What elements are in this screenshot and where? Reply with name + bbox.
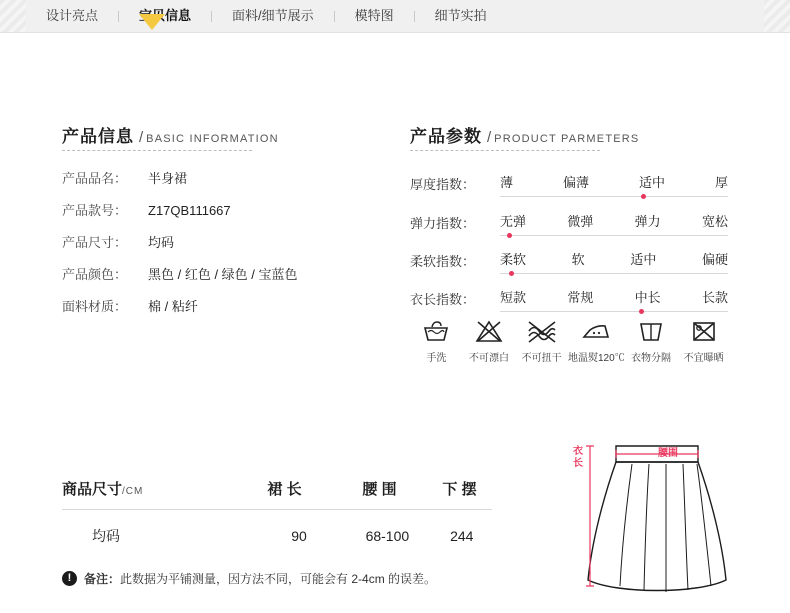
- size-cell-name: 均码: [92, 528, 120, 544]
- param-option[interactable]: 宽松: [701, 214, 728, 229]
- garment-diagram: [566, 418, 766, 608]
- hand-wash-icon: [410, 316, 463, 346]
- param-option[interactable]: 微弹: [567, 214, 594, 229]
- care-caption: 不宜曝晒: [683, 353, 724, 364]
- param-label-length: [410, 289, 496, 308]
- param-option[interactable]: 弹力: [634, 214, 661, 229]
- care-instructions: [410, 316, 730, 364]
- param-elasticity-options: [500, 211, 728, 230]
- info-value-size: 均码: [148, 235, 175, 250]
- params-title-cn: 产品参数: [410, 127, 482, 146]
- param-option[interactable]: 柔软: [500, 252, 527, 267]
- info-row-name: [62, 168, 187, 187]
- no-sun-dry-icon: [677, 316, 730, 346]
- info-row-style-no: [62, 200, 231, 219]
- info-label-name: 产品品名：: [62, 171, 128, 186]
- info-value-color: 黑色 / 红色 / 绿色 / 宝蓝色: [148, 267, 298, 282]
- nav-left-decoration: [0, 0, 26, 32]
- size-table-unit: CM: [125, 486, 144, 497]
- no-wring-icon: [515, 316, 568, 346]
- params-title-en: PRODUCT PARMETERS: [494, 133, 640, 145]
- param-option[interactable]: 中长: [634, 290, 661, 305]
- size-table-title: [62, 478, 237, 499]
- table-row: [62, 510, 492, 546]
- param-scale-length: [500, 287, 728, 312]
- top-nav: [0, 0, 790, 33]
- info-label-color: 产品颜色：: [62, 267, 128, 282]
- param-thickness-options: [500, 172, 728, 191]
- info-row-material: [62, 296, 198, 315]
- info-value-name: 半身裙: [148, 171, 188, 186]
- care-item-no-wring: [515, 316, 568, 364]
- param-label-softness: [410, 251, 496, 270]
- iron-low-icon: [568, 316, 625, 346]
- nav-items: [28, 0, 505, 32]
- size-table: [62, 478, 492, 546]
- care-item-iron-low: [568, 316, 625, 364]
- nav-divider: [118, 11, 119, 22]
- param-label-thickness: [410, 174, 496, 193]
- size-col-hem: 下 摆: [442, 481, 477, 498]
- nav-right-decoration: [764, 0, 790, 32]
- param-option[interactable]: 偏薄: [562, 175, 589, 190]
- param-softness-indicator: [509, 271, 514, 276]
- nav-item-product-info[interactable]: 宝贝信息: [139, 8, 192, 23]
- param-scale-thickness: [500, 172, 728, 197]
- size-col-waist: 腰 围: [362, 481, 397, 498]
- nav-divider: [414, 11, 415, 22]
- param-option[interactable]: 无弹: [500, 214, 527, 229]
- size-cell-skirt-length: 90: [291, 528, 307, 544]
- no-bleach-icon: [463, 316, 516, 346]
- exclamation-icon: !: [62, 571, 77, 586]
- size-table-header: [62, 478, 492, 510]
- nav-item-detail-shots[interactable]: 细节实拍: [434, 8, 487, 23]
- param-elasticity-indicator: [507, 233, 512, 238]
- size-col-skirt-length: 裙 长: [267, 481, 302, 498]
- size-cell-waist: 68-100: [365, 528, 410, 544]
- param-option[interactable]: 偏硬: [701, 252, 728, 267]
- param-option[interactable]: 短款: [500, 290, 527, 305]
- care-item-no-sun-dry: [677, 316, 730, 364]
- param-softness-bar: [500, 273, 728, 274]
- param-thickness-text: 厚度指数：: [410, 177, 476, 192]
- param-option[interactable]: 常规: [567, 290, 594, 305]
- param-scale-elasticity: [500, 211, 728, 236]
- param-option[interactable]: 长款: [701, 290, 728, 305]
- size-note-label: 备注：: [84, 572, 121, 586]
- param-elasticity-bar: [500, 235, 728, 236]
- params-slash: /: [487, 129, 492, 146]
- size-note-text: 此数据为平铺测量，因方法不同，可能会有 2-4cm 的误差。: [120, 572, 437, 586]
- basic-info-title-cn: 产品信息: [62, 127, 134, 146]
- params-heading: [410, 122, 639, 147]
- care-caption: 不可扭干: [521, 353, 562, 364]
- param-length-options: [500, 287, 728, 306]
- param-option[interactable]: 软: [571, 252, 585, 267]
- basic-info-title-en: BASIC INFORMATION: [146, 133, 279, 145]
- info-label-size: 产品尺寸：: [62, 235, 128, 250]
- info-row-size: [62, 232, 174, 251]
- info-value-style-no: Z17QB111667: [148, 203, 231, 218]
- param-option[interactable]: 适中: [630, 252, 657, 267]
- size-cell-hem: 244: [450, 528, 474, 544]
- param-thickness-bar: [500, 196, 728, 197]
- param-option[interactable]: 适中: [638, 175, 665, 190]
- diagram-length-label: 衣长: [573, 446, 583, 469]
- size-table-slash: /: [122, 486, 126, 497]
- nav-divider: [211, 11, 212, 22]
- param-label-elasticity: [410, 213, 496, 232]
- nav-item-fabric-detail[interactable]: 面料/细节展示: [232, 8, 314, 23]
- basic-info-heading: [62, 122, 279, 147]
- basic-info-slash: /: [139, 129, 144, 146]
- care-item-hand-wash: [410, 316, 463, 364]
- params-divider: [410, 150, 600, 151]
- param-length-bar: [500, 311, 728, 312]
- param-softness-text: 柔软指数：: [410, 254, 476, 269]
- diagram-waist-label: 腰围: [658, 448, 678, 459]
- care-item-separate-wash: [625, 316, 678, 364]
- param-elasticity-text: 弹力指数：: [410, 216, 476, 231]
- size-note: [62, 570, 436, 587]
- param-softness-options: [500, 249, 728, 268]
- separate-wash-icon: [625, 316, 678, 346]
- info-row-color: [62, 264, 298, 283]
- info-label-style-no: 产品款号：: [62, 203, 128, 218]
- care-caption: 衣物分隔: [630, 353, 671, 364]
- param-thickness-indicator: [641, 194, 646, 199]
- info-label-material: 面料材质：: [62, 299, 128, 314]
- care-caption: 手洗: [426, 353, 447, 364]
- basic-info-divider: [62, 150, 252, 151]
- param-option[interactable]: 厚: [714, 175, 728, 190]
- nav-item-model-photos[interactable]: 模特图: [354, 8, 394, 23]
- param-scale-softness: [500, 249, 728, 274]
- param-length-text: 衣长指数：: [410, 292, 476, 307]
- param-option[interactable]: 薄: [500, 175, 514, 190]
- care-caption: 地温熨120℃: [567, 353, 625, 364]
- size-table-title-cn: 商品尺寸: [62, 481, 123, 498]
- active-tab-marker-icon: [139, 14, 165, 30]
- care-caption: 不可漂白: [468, 353, 509, 364]
- care-item-no-bleach: [463, 316, 516, 364]
- nav-divider: [334, 11, 335, 22]
- info-value-material: 棉 / 粘纤: [148, 299, 198, 314]
- param-length-indicator: [639, 309, 644, 314]
- nav-item-design[interactable]: 设计亮点: [46, 8, 99, 23]
